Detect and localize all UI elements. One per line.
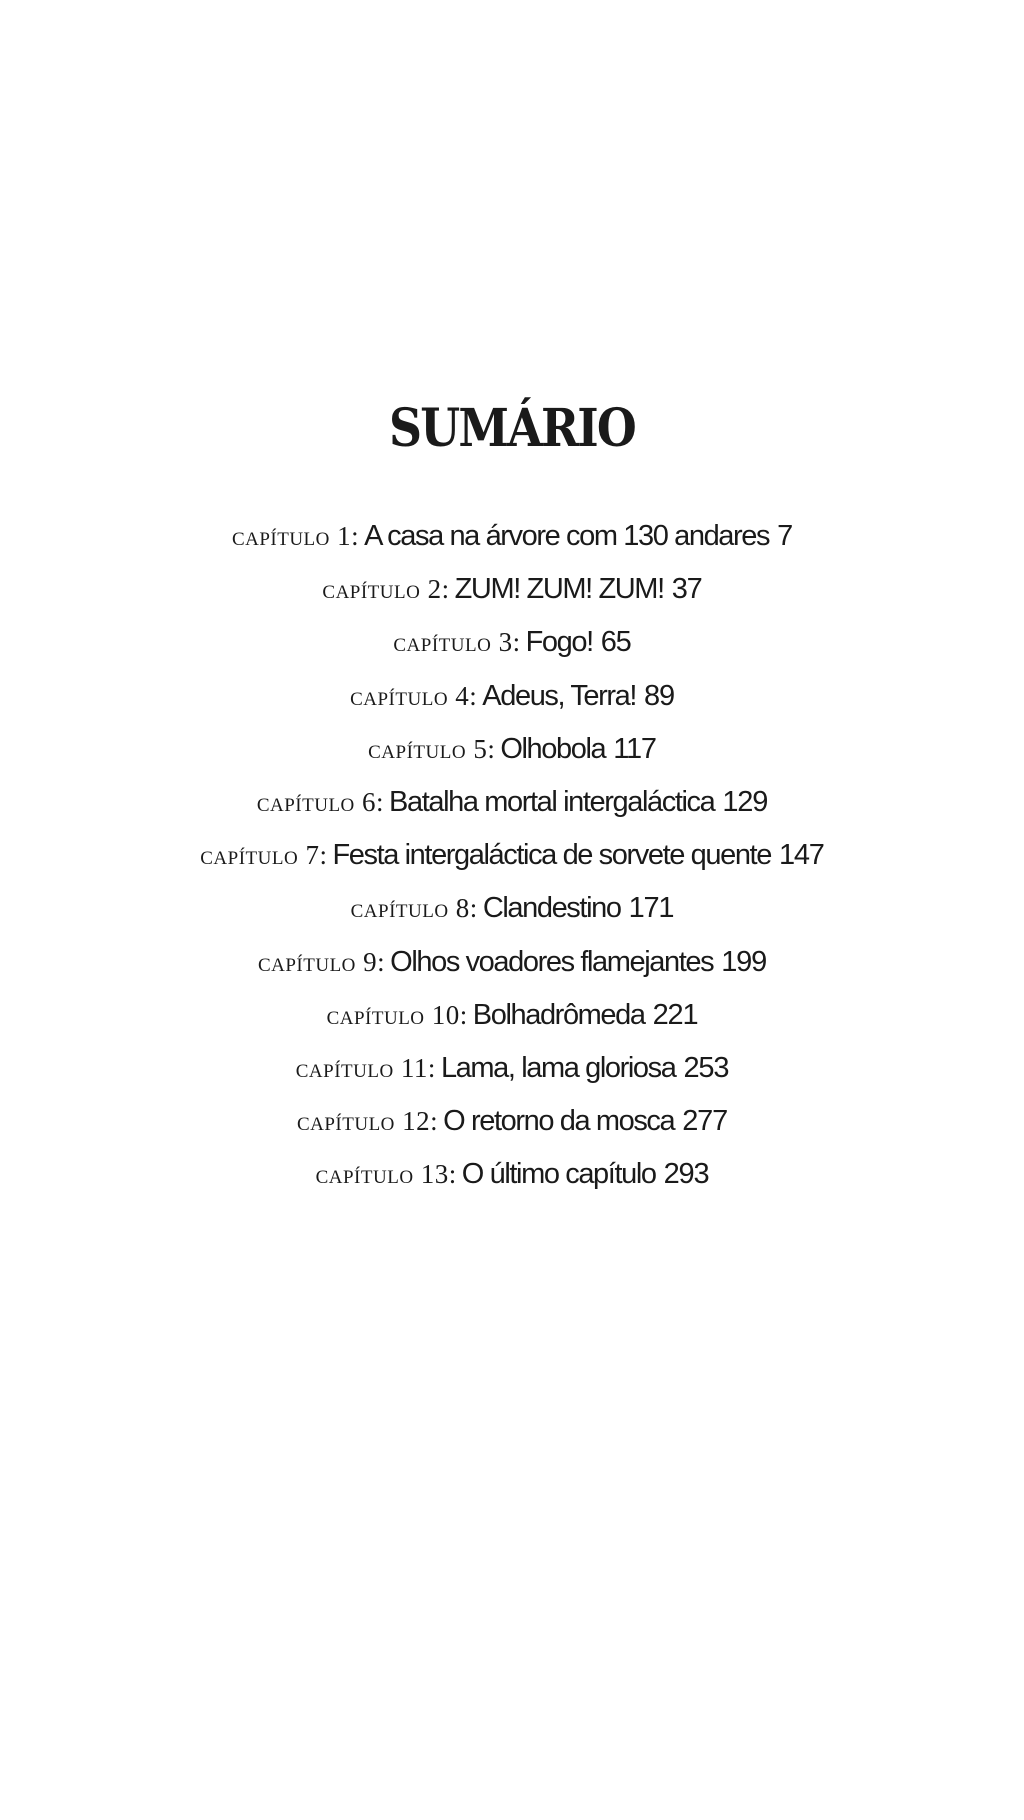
chapter-title: Adeus, Terra! <box>482 679 637 712</box>
chapter-label: capítulo 13: <box>315 1159 457 1190</box>
chapter-title: A casa na árvore com 130 andares <box>364 520 770 552</box>
chapter-page-number: 293 <box>663 1158 709 1191</box>
chapter-page-number: 199 <box>721 945 767 978</box>
chapter-label: capítulo 5: <box>368 733 496 764</box>
chapter-page-number: 117 <box>613 732 656 765</box>
chapter-title: Lama, lama gloriosa <box>440 1051 676 1084</box>
chapter-label: capítulo 8: <box>350 893 478 924</box>
chapter-page-number: 37 <box>671 573 702 606</box>
toc-entry <box>0 946 1024 999</box>
toc-entry <box>0 786 1024 839</box>
chapter-page-number: 89 <box>644 679 674 712</box>
chapter-label: capítulo 1: <box>231 521 360 551</box>
chapter-label: capítulo 4: <box>350 680 478 711</box>
chapter-title: Olhos voadores flamejantes <box>390 945 714 978</box>
chapter-title: Batalha mortal intergaláctica <box>389 785 715 818</box>
chapter-title: Olhobola <box>500 732 606 765</box>
chapter-title: O último capítulo <box>461 1158 656 1191</box>
page-title: SUMÁRIO <box>388 397 636 459</box>
toc-entry <box>0 999 1024 1052</box>
toc-entry <box>0 892 1024 945</box>
toc-entry <box>0 573 1024 626</box>
chapter-title: Clandestino <box>482 892 621 925</box>
chapter-page-number: 129 <box>722 785 768 818</box>
chapter-label: capítulo 11: <box>295 1052 436 1083</box>
toc-entry <box>0 733 1024 786</box>
chapter-label: capítulo 7: <box>200 840 328 871</box>
chapter-title: Fogo! <box>525 626 593 659</box>
chapter-label: capítulo 2: <box>322 574 450 605</box>
toc-entry <box>0 839 1024 892</box>
chapter-page-number: 65 <box>600 626 631 659</box>
toc-entry <box>0 680 1024 733</box>
chapter-label: capítulo 9: <box>257 946 386 977</box>
toc-entry <box>0 1052 1024 1105</box>
chapter-page-number: 221 <box>652 998 698 1031</box>
chapter-title: ZUM! ZUM! ZUM! <box>454 573 664 606</box>
chapter-page-number: 147 <box>778 839 824 872</box>
toc-entry <box>0 626 1024 679</box>
chapter-label: capítulo 3: <box>393 627 521 658</box>
toc-entry <box>0 1105 1024 1158</box>
chapter-title: Bolhadrômeda <box>472 998 645 1031</box>
chapter-page-number: 253 <box>683 1051 729 1084</box>
chapter-label: capítulo 10: <box>326 999 468 1030</box>
chapter-page-number: 7 <box>777 520 793 552</box>
chapter-label: capítulo 12: <box>296 1106 439 1137</box>
chapter-title: O retorno da mosca <box>443 1105 675 1138</box>
toc-entry <box>0 1158 1024 1211</box>
table-of-contents <box>0 520 1024 1211</box>
toc-entry <box>0 520 1024 573</box>
chapter-label: capítulo 6: <box>256 786 385 817</box>
chapter-page-number: 171 <box>628 892 674 925</box>
chapter-title: Festa intergaláctica de sorvete quente <box>332 839 771 872</box>
chapter-page-number: 277 <box>682 1105 728 1138</box>
